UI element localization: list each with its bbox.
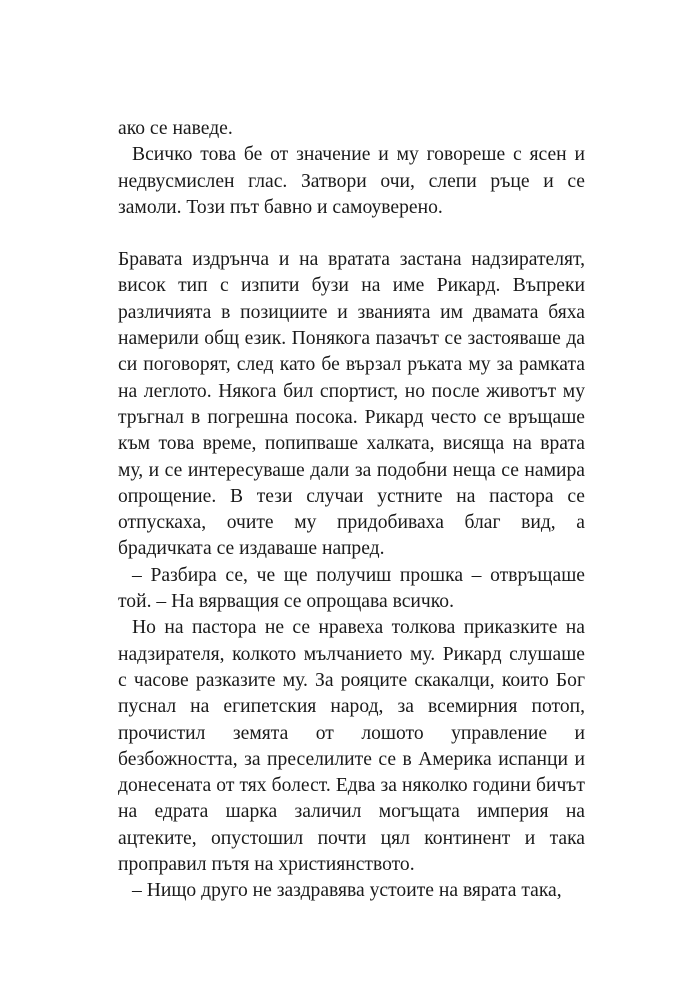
paragraph-2: Всичко това бе от значение и му говореше с ясен и недвусмислен глас. Затвори очи, слепи ръце и се замоли. Този път бавно и самоуверено. [118,144,585,218]
dialogue-1: – Разбира се, че ще получиш прошка – отвръщаше той. – На вярващия се опрощава всичко. [118,564,585,613]
paragraph-1: ако се наведе. [118,118,233,139]
paragraph-4: Но на пастора не се нравеха толкова приказките на надзирателя, колкото мълчанието му. Рикард слушаше с часове разказите му. За рояците скакалци, които Бог пуснал на египетския народ, за всемирния потоп, прочистил земята от лошото управление и безбожността, за преселилите се в Америка испанци и донесената от тях болест. Едва за няколко години бичът на едрата шарка заличил могъщата империя на ацтеките, опустошил почти цял континент и така проправил пътя на християнството. [118,617,585,876]
page-text [118,116,585,905]
dialogue-2: – Нищо друго не заздравява устоите на вярата така, [132,880,562,902]
paragraph-3: Бравата издрънча и на вратата застана надзирателят, висок тип с изпити бузи на име Рикард. Въпреки различията в позициите и званията им двамата бяха намерили общ език. Понякога пазачът се застояваше да си поговорят, след като бе вързал ръката му за рамката на леглото. Някога бил спортист, но после животът му тръгнал в погрешна посока. Рикард често се връщаше към това време, попипваше халката, висяща на врата му, и се интересуваше дали за подобни неща се намира опрощение. В тези случаи устните на пастора се отпускаха, очите му придобиваха благ вид, а брадичката се издаваше напред. [118,249,585,560]
